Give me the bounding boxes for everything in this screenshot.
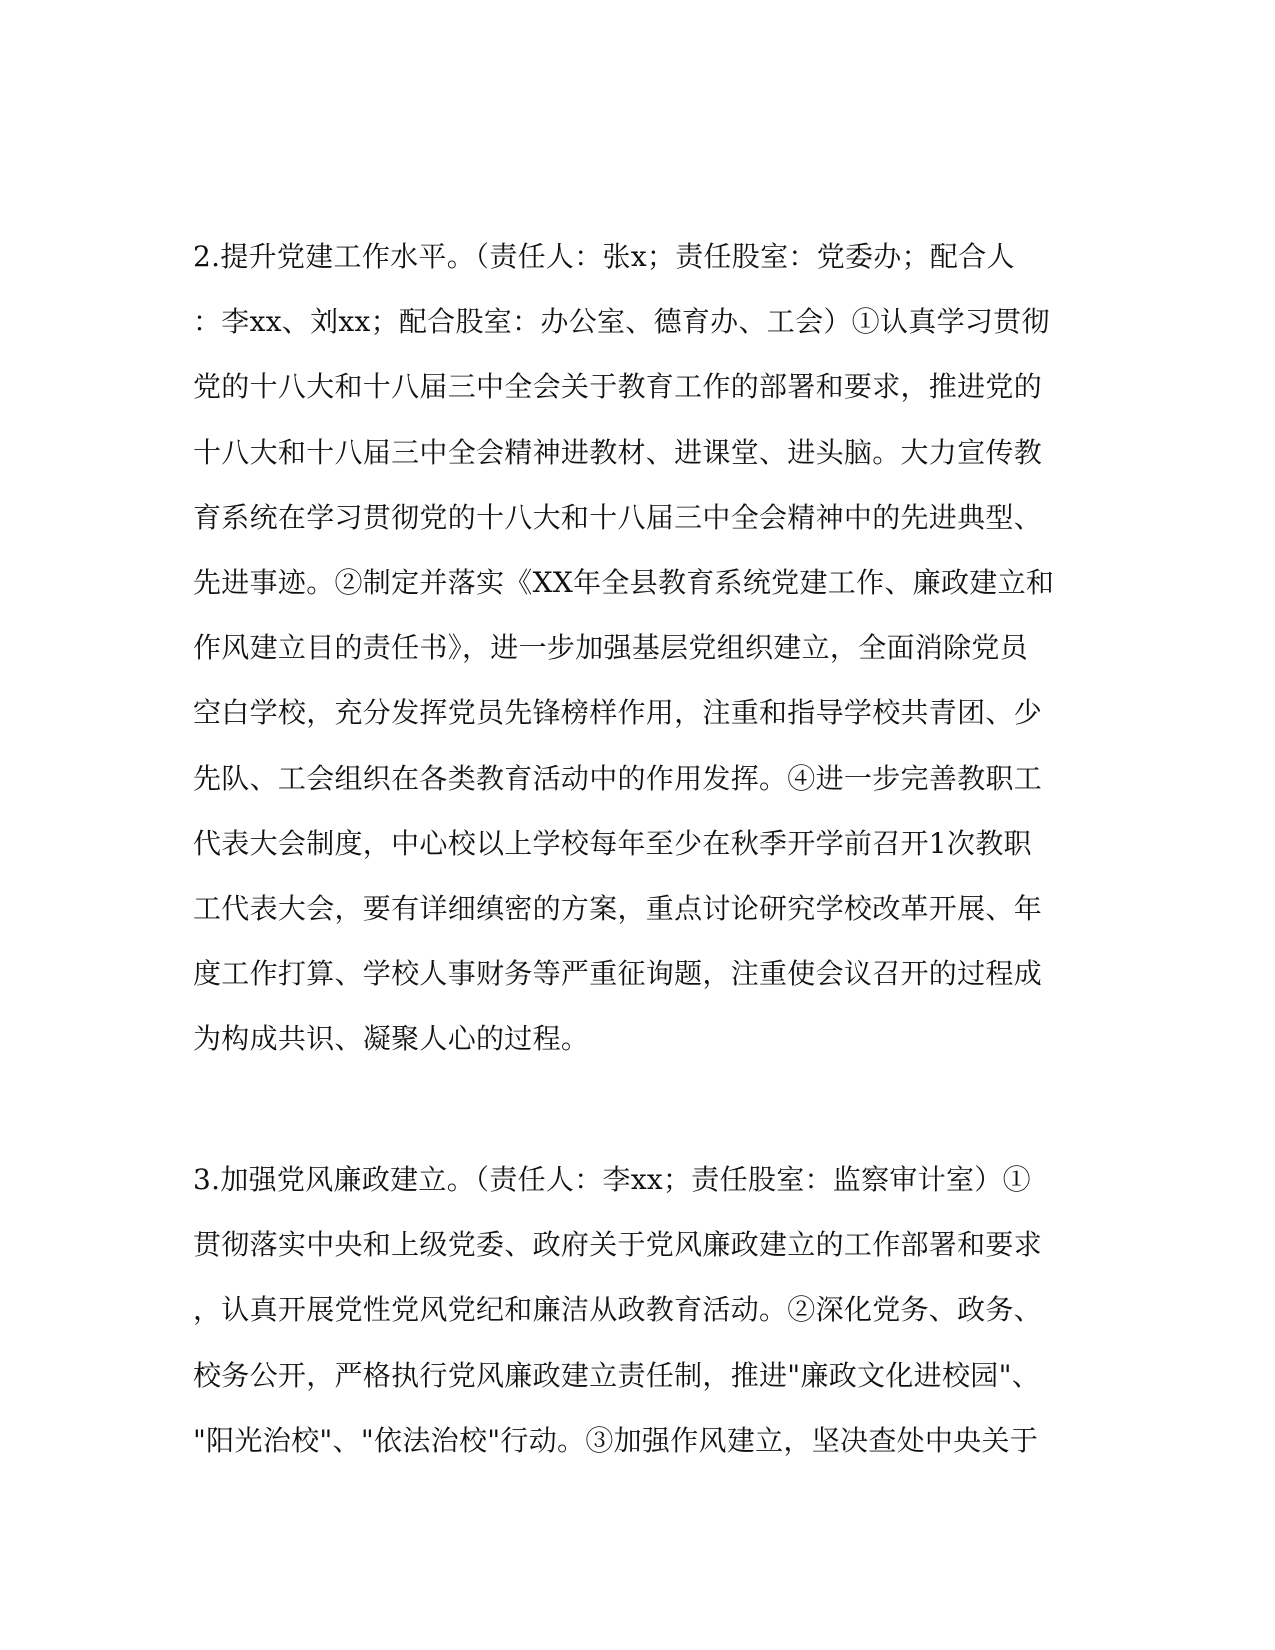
text-line: 先进事迹。②制定并落实《XX年全县教育系统党建工作、廉政建立和 — [193, 565, 1055, 599]
text-line: 3.加强党风廉政建立。（责任人：李xx；责任股室：监察审计室）① — [193, 1163, 1031, 1196]
text-line: 度工作打算、学校人事财务等严重征询题，注重使会议召开的过程成 — [193, 957, 1043, 991]
text-line: ：李xx、刘xx；配合股室：办公室、德育办、工会）①认真学习贯彻 — [193, 305, 1050, 339]
text-line: ，认真开展党性党风党纪和廉洁从政教育活动。②深化党务、政务、 — [193, 1293, 1043, 1327]
text-line: 作风建立目的责任书》，进一步加强基层党组织建立，全面消除党员 — [193, 631, 1029, 665]
paragraph-party-building — [193, 224, 1073, 1071]
text-line: 党的十八大和十八届三中全会关于教育工作的部署和要求，推进党的 — [193, 370, 1043, 404]
text-line: 十八大和十八届三中全会精神进教材、进课堂、进头脑。大力宣传教 — [193, 435, 1043, 469]
text-line: "阳光治校"、"依法治校"行动。③加强作风建立，坚决查处中央关于 — [193, 1423, 1039, 1457]
text-line: 为构成共识、凝聚人心的过程。 — [193, 1022, 590, 1056]
text-line: 育系统在学习贯彻党的十八大和十八届三中全会精神中的先进典型、 — [193, 500, 1043, 534]
text-line: 工代表大会，要有详细缜密的方案，重点讨论研究学校改革开展、年 — [193, 891, 1043, 925]
text-line: 2.提升党建工作水平。（责任人：张x；责任股室：党委办；配合人 — [193, 240, 1015, 273]
text-line: 空白学校，充分发挥党员先锋榜样作用，注重和指导学校共青团、少 — [193, 696, 1043, 730]
text-line: 贯彻落实中央和上级党委、政府关于党风廉政建立的工作部署和要求 — [193, 1228, 1043, 1262]
text-line: 校务公开，严格执行党风廉政建立责任制，推进"廉政文化进校园"、 — [193, 1358, 1041, 1392]
text-line: 先队、工会组织在各类教育活动中的作用发挥。④进一步完善教职工 — [193, 761, 1043, 795]
paragraph-anti-corruption — [193, 1147, 1073, 1473]
text-line: 代表大会制度，中心校以上学校每年至少在秋季开学前召开1次教职 — [193, 826, 1032, 860]
